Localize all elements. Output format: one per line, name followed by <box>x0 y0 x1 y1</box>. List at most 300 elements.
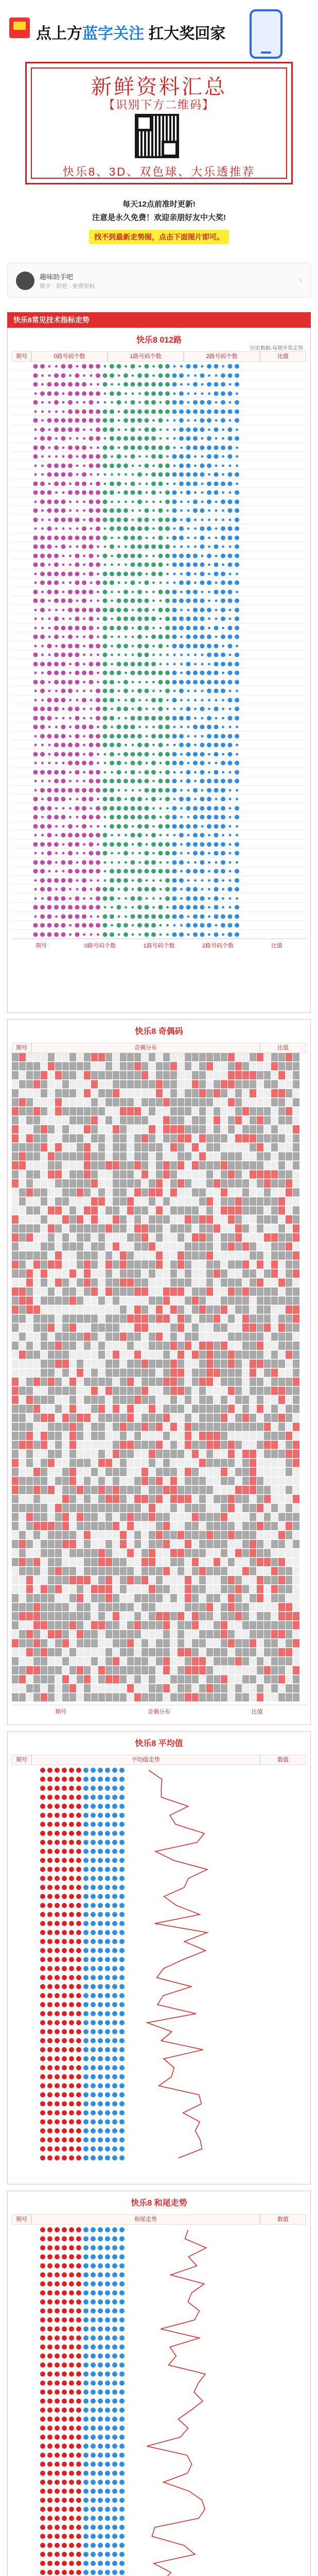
notice-line3[interactable]: 找不到最新走势图，点击下面图片即可。 <box>89 230 229 244</box>
dot-mark <box>104 482 107 485</box>
grid-cell <box>235 1279 242 1287</box>
dot-mark <box>117 463 121 468</box>
dot-mark <box>61 698 66 702</box>
grid-cell <box>149 1053 155 1061</box>
dot-mark <box>97 843 99 845</box>
dot-mark <box>103 797 108 802</box>
grid-cell <box>278 1531 285 1539</box>
grid-cell <box>26 1351 33 1359</box>
row-dots <box>31 867 289 875</box>
dot-mark <box>103 427 108 432</box>
grid-cell <box>178 1333 184 1341</box>
dot-mark <box>132 924 134 927</box>
row-dots <box>31 524 289 533</box>
dot-mark <box>160 924 162 927</box>
row-dots <box>31 389 289 398</box>
grid-cell <box>134 1585 141 1594</box>
dot-mark <box>75 625 80 630</box>
grid-cell <box>77 1251 83 1260</box>
grid-cell <box>257 1179 263 1188</box>
grid-cell <box>271 1251 278 1260</box>
dot-mark <box>146 681 148 683</box>
dot-mark <box>90 807 93 809</box>
dot-mark <box>110 878 114 883</box>
grid-cell <box>48 1089 55 1097</box>
grid-cell <box>62 1666 69 1674</box>
grid-cell <box>69 1486 76 1494</box>
dot-mark <box>194 780 197 783</box>
dot-mark <box>152 518 155 521</box>
dot-mark <box>200 581 205 585</box>
dot-mark <box>151 770 156 774</box>
grid-cell <box>142 1171 148 1179</box>
dot-mark <box>103 635 108 639</box>
grid-cell <box>178 1098 184 1107</box>
dot-mark <box>172 617 177 621</box>
dot-mark <box>193 869 198 874</box>
dot-mark <box>103 509 108 513</box>
grid-cell <box>199 1396 206 1404</box>
grid-cell <box>113 1261 119 1269</box>
grid-cell <box>264 1459 271 1467</box>
grid-cell <box>91 1648 98 1656</box>
grid-cell <box>62 1468 69 1476</box>
dot-mark <box>235 770 239 774</box>
dot-mark <box>193 599 198 603</box>
dot-mark <box>200 815 205 820</box>
dot-mark <box>221 734 225 738</box>
grid-cell <box>156 1225 163 1233</box>
grid-cell <box>257 1378 263 1386</box>
dot-mark <box>48 726 51 728</box>
grid-cell <box>271 1089 278 1097</box>
grid-cell <box>293 1396 299 1404</box>
grid-cell <box>77 1116 83 1125</box>
grid-cell <box>120 1333 127 1341</box>
dot-mark <box>75 481 80 486</box>
dot-mark <box>145 643 149 648</box>
dot-mark <box>33 860 38 865</box>
grid-cell <box>26 1107 33 1115</box>
grid-cell <box>26 1666 33 1674</box>
dot-mark <box>47 707 52 711</box>
grid-cell <box>55 1306 62 1314</box>
table-row <box>12 452 306 461</box>
grid-cell <box>26 1612 33 1620</box>
grid-cell <box>178 1360 184 1368</box>
grid-cell <box>293 1459 299 1467</box>
grid-cell <box>250 1657 256 1666</box>
grid-cell <box>41 1369 47 1377</box>
dot-mark <box>89 364 94 369</box>
dot-mark <box>186 671 191 675</box>
grid-cell <box>98 1071 105 1079</box>
grid-cell <box>98 1215 105 1224</box>
chevron-right-icon: › <box>299 276 302 284</box>
grid-cell <box>134 1567 141 1575</box>
grid-cell <box>250 1179 256 1188</box>
grid-cell <box>293 1179 299 1188</box>
row-id <box>12 434 31 443</box>
grid-cell <box>142 1333 148 1341</box>
dot-mark <box>125 672 127 674</box>
grid-cell <box>77 1675 83 1684</box>
grid-cell <box>105 1369 112 1377</box>
grid-cell <box>264 1098 271 1107</box>
grid-cell <box>235 1197 242 1206</box>
grid-cell <box>62 1549 69 1557</box>
grid-cell <box>33 1225 40 1233</box>
grid-cell <box>41 1080 47 1089</box>
grid-cell <box>163 1089 170 1097</box>
dot-mark <box>97 879 99 882</box>
dot-mark <box>145 382 149 387</box>
grid-cell <box>127 1351 134 1359</box>
row-id <box>12 479 31 488</box>
grid-cell <box>235 1504 242 1512</box>
dot-mark <box>131 427 135 432</box>
dot-mark <box>236 645 238 647</box>
grid-cell <box>156 1567 163 1575</box>
grid-cell <box>127 1567 134 1575</box>
grid-cell <box>235 1134 242 1143</box>
dot-mark <box>137 914 142 919</box>
dot-mark <box>41 455 44 458</box>
dot-mark <box>151 923 156 928</box>
grid-cell <box>69 1495 76 1503</box>
grid-cell <box>278 1648 285 1656</box>
grid-cell <box>257 1576 263 1584</box>
grid-cell <box>264 1414 271 1422</box>
grid-cell <box>77 1666 83 1674</box>
dot-mark <box>33 653 38 657</box>
dot-mark <box>132 590 134 593</box>
grid-cell <box>199 1567 206 1575</box>
dot-mark <box>96 806 100 810</box>
grid-cell <box>19 1215 26 1224</box>
grid-cell <box>178 1387 184 1395</box>
dot-mark <box>123 923 128 928</box>
grid-cell <box>69 1396 76 1404</box>
grid-cell <box>228 1153 235 1161</box>
dot-mark <box>33 364 38 369</box>
dot-mark <box>221 860 225 865</box>
grid-cell <box>19 1387 26 1395</box>
grid-cell <box>69 1684 76 1692</box>
grid-cell <box>62 1333 69 1341</box>
grid-cell <box>293 1504 299 1512</box>
grid-cell <box>199 1621 206 1630</box>
grid-cell <box>178 1522 184 1530</box>
grid-cell <box>62 1233 69 1242</box>
grid-cell <box>33 1648 40 1656</box>
grid-cell <box>62 1269 69 1278</box>
table-row <box>12 894 306 903</box>
grid-cell <box>221 1594 227 1602</box>
grid-cell <box>41 1450 47 1458</box>
dot-mark <box>117 617 121 621</box>
grid-cell <box>214 1396 220 1404</box>
dot-mark <box>152 753 155 755</box>
grid-cell <box>55 1171 62 1179</box>
grid-cell <box>113 1197 119 1206</box>
grid-cell <box>250 1387 256 1395</box>
dot-mark <box>194 455 197 458</box>
grid-cell <box>228 1269 235 1278</box>
dot-mark <box>48 446 51 449</box>
grid-cell <box>91 1405 98 1413</box>
dot-mark <box>62 608 65 611</box>
grid-cell <box>278 1071 285 1079</box>
grid-cell <box>48 1666 55 1674</box>
grid-cell <box>163 1125 170 1133</box>
dot-mark <box>47 545 52 549</box>
grid-cell <box>156 1215 163 1224</box>
dot-mark <box>33 923 38 928</box>
dot-mark <box>33 824 38 828</box>
dot-mark <box>131 436 135 441</box>
dot-mark <box>207 445 211 450</box>
grid-cell <box>257 1423 263 1431</box>
dot-mark <box>125 699 127 701</box>
dot-mark <box>82 391 86 396</box>
dot-mark <box>89 833 94 838</box>
grid-cell <box>228 1243 235 1251</box>
dot-mark <box>76 473 79 476</box>
dot-mark <box>82 671 86 675</box>
grid-cell <box>127 1107 134 1115</box>
grid-cell <box>235 1558 242 1566</box>
dot-mark <box>40 725 45 730</box>
grid-cell <box>221 1540 227 1548</box>
grid-cell <box>250 1576 256 1584</box>
promo-poster[interactable] <box>25 62 293 184</box>
grid-cell <box>105 1342 112 1350</box>
grid-cell <box>293 1080 299 1089</box>
grid-cell <box>120 1648 127 1656</box>
grid-cell <box>250 1215 256 1224</box>
grid-cell <box>228 1225 235 1233</box>
grid-cell <box>178 1558 184 1566</box>
dot-mark <box>132 933 134 936</box>
grid-cell <box>286 1279 292 1287</box>
dot-mark <box>214 707 219 711</box>
dot-mark <box>145 770 149 774</box>
grid-cell <box>163 1134 170 1143</box>
grid-cell <box>242 1053 249 1061</box>
grid-cell <box>163 1612 170 1620</box>
dot-mark <box>236 825 238 827</box>
grid-cell <box>12 1269 19 1278</box>
grid-cell <box>170 1315 177 1323</box>
grid-cell <box>69 1287 76 1296</box>
dot-mark <box>207 364 211 369</box>
dot-mark <box>200 535 205 540</box>
grid-cell <box>242 1324 249 1332</box>
dot-mark <box>146 897 148 900</box>
grid-cell <box>69 1179 76 1188</box>
grid-cell <box>250 1315 256 1323</box>
row-id <box>12 560 31 569</box>
dot-mark <box>117 779 121 784</box>
row-dots <box>31 650 289 659</box>
dot-mark <box>123 680 128 684</box>
dot-mark <box>229 708 232 710</box>
dot-mark <box>151 563 156 567</box>
grid-cell <box>77 1540 83 1548</box>
grid-cell <box>278 1161 285 1170</box>
grid-cell <box>199 1089 206 1097</box>
grid-cell <box>163 1549 170 1557</box>
dot-mark <box>152 419 155 422</box>
grid-cell <box>41 1279 47 1287</box>
grid-cell <box>26 1269 33 1278</box>
grid-cell <box>278 1396 285 1404</box>
grid-cell <box>127 1116 134 1125</box>
grid-cell <box>257 1369 263 1377</box>
grid-cell <box>170 1171 177 1179</box>
grid-cell <box>250 1423 256 1431</box>
dot-mark <box>82 364 86 369</box>
grid-cell <box>113 1116 119 1125</box>
grid-cell <box>250 1062 256 1071</box>
row-id <box>12 488 31 497</box>
dot-mark <box>179 716 184 720</box>
grid-cell <box>77 1522 83 1530</box>
grid-cell <box>62 1089 69 1097</box>
dot-mark <box>75 427 80 432</box>
grid-cell <box>142 1378 148 1386</box>
dot-mark <box>82 833 86 838</box>
grid-cell <box>185 1522 191 1530</box>
dot-mark <box>40 887 45 892</box>
grid-cell <box>271 1134 278 1143</box>
top-banner[interactable] <box>0 0 318 62</box>
grid-cell <box>271 1161 278 1170</box>
grid-cell <box>127 1414 134 1422</box>
grid-cell <box>62 1251 69 1260</box>
dot-mark <box>235 806 239 810</box>
dot-mark <box>34 690 37 692</box>
grid-cell <box>113 1134 119 1143</box>
dot-mark <box>90 582 93 584</box>
grid-cell <box>12 1504 19 1512</box>
grid-cell <box>228 1171 235 1179</box>
grid-cell <box>77 1576 83 1584</box>
dot-mark <box>75 923 80 928</box>
grid-cell <box>142 1369 148 1377</box>
dot-mark <box>228 923 233 928</box>
dot-mark <box>118 590 120 593</box>
grid-cell <box>278 1666 285 1674</box>
grid-cell <box>77 1495 83 1503</box>
table-row <box>12 812 306 822</box>
dot-mark <box>221 400 225 405</box>
dot-mark <box>137 824 142 828</box>
grid-cell <box>271 1657 278 1666</box>
dot-mark <box>75 653 80 657</box>
grid-cell <box>278 1558 285 1566</box>
grid-cell <box>19 1333 26 1341</box>
grid-cell <box>33 1153 40 1161</box>
grid-cell <box>69 1324 76 1332</box>
row-dots <box>31 542 289 551</box>
dot-mark <box>89 734 94 738</box>
grid-cell <box>185 1306 191 1314</box>
poster-games: 快乐8、3D、双色球、大乐透推荐 <box>62 165 256 178</box>
dot-mark <box>165 716 170 720</box>
dot-mark <box>89 499 94 504</box>
grid-cell <box>91 1477 98 1485</box>
grid-cell <box>206 1324 213 1332</box>
grid-cell <box>127 1621 134 1630</box>
dot-mark <box>172 788 177 792</box>
grid-cell <box>91 1630 98 1638</box>
dot-mark <box>34 699 37 701</box>
grid-cell <box>19 1612 26 1620</box>
grid-cell <box>113 1522 119 1530</box>
dot-mark <box>117 625 121 630</box>
table-row <box>12 858 306 867</box>
dot-mark <box>34 410 37 413</box>
grid-cell <box>221 1306 227 1314</box>
grid-cell <box>185 1630 191 1638</box>
grid-cell <box>12 1251 19 1260</box>
dot-mark <box>82 878 86 883</box>
dot-mark <box>146 455 148 458</box>
dot-mark <box>187 915 190 918</box>
dot-mark <box>221 418 225 423</box>
dot-mark <box>68 914 73 919</box>
grid-cell <box>84 1143 91 1151</box>
dot-mark <box>173 708 176 710</box>
grid-cell <box>77 1269 83 1278</box>
grid-cell <box>163 1233 170 1242</box>
dot-mark <box>160 600 162 602</box>
grid-cell <box>257 1279 263 1287</box>
dot-mark <box>215 798 218 801</box>
grid-cell <box>127 1225 134 1233</box>
dot-mark <box>62 717 65 719</box>
grid-cell <box>206 1107 213 1115</box>
dot-mark <box>103 571 108 576</box>
dot-mark <box>33 373 38 378</box>
grid-cell <box>149 1306 155 1314</box>
grid-cell <box>120 1621 127 1630</box>
grid-cell <box>48 1405 55 1413</box>
dot-mark <box>180 518 183 521</box>
grid-cell <box>163 1080 170 1089</box>
account-card[interactable] <box>7 263 311 298</box>
grid-cell <box>113 1630 119 1638</box>
dot-mark <box>61 797 66 802</box>
grid-cell <box>170 1477 177 1485</box>
grid-cell <box>293 1639 299 1648</box>
dot-mark <box>82 527 86 531</box>
table-row <box>12 497 306 506</box>
grid-cell <box>170 1513 177 1521</box>
dot-mark <box>222 834 224 837</box>
dot-mark <box>75 643 80 648</box>
dot-mark <box>97 915 99 918</box>
dot-mark <box>68 869 73 874</box>
grid-cell <box>199 1549 206 1557</box>
grid-cell <box>120 1531 127 1539</box>
grid-cell <box>62 1540 69 1548</box>
grid-cell <box>185 1495 191 1503</box>
grid-cell <box>250 1269 256 1278</box>
grid-cell <box>199 1423 206 1431</box>
